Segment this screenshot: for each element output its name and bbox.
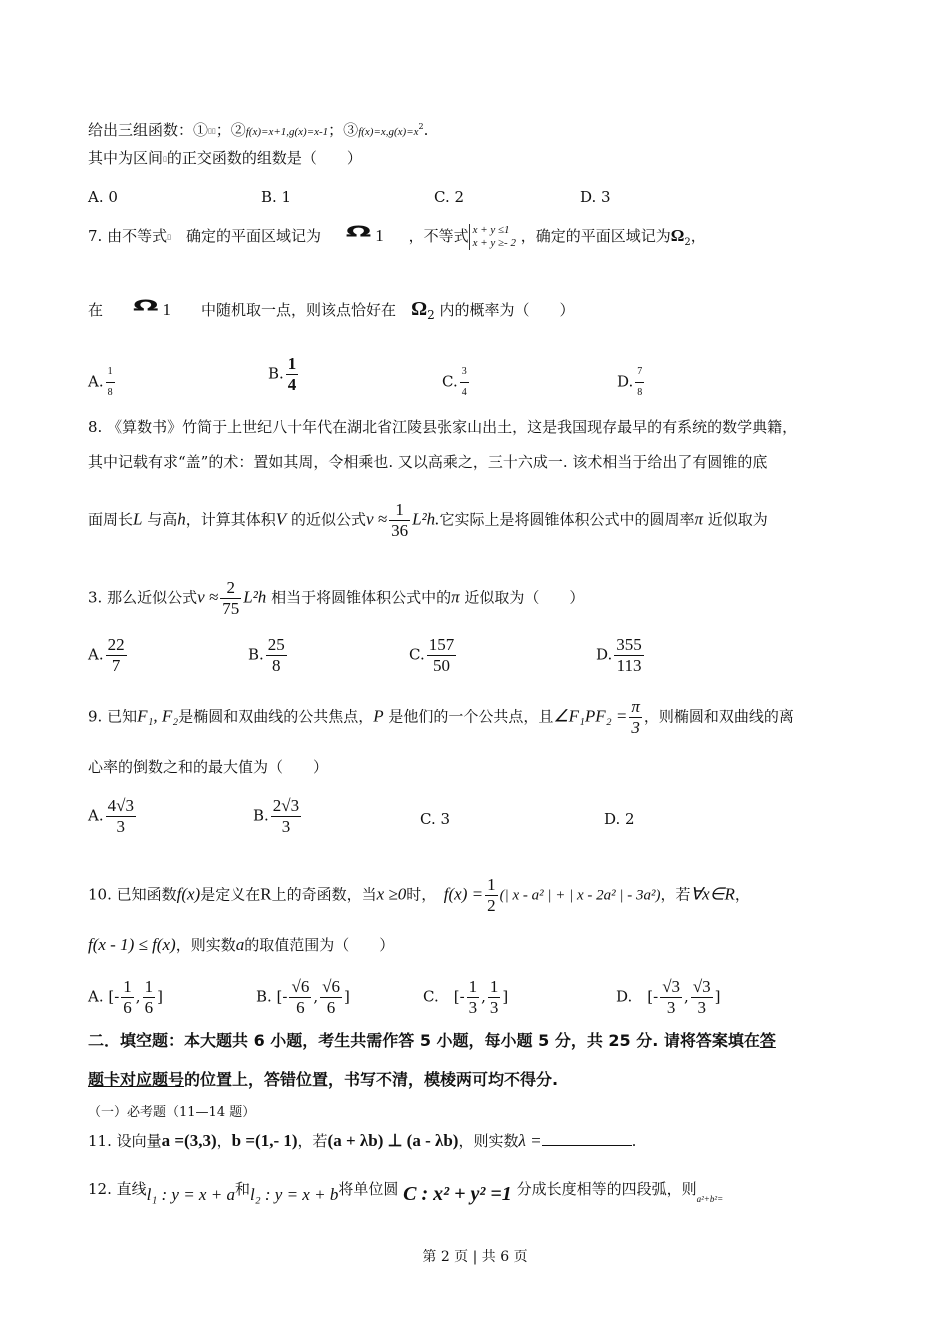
num: 25 xyxy=(267,635,285,654)
text: 近似取为（ ） xyxy=(464,588,585,607)
den: 6 xyxy=(123,998,132,1017)
formula: a =(3,3) xyxy=(161,1131,217,1150)
den: 7 xyxy=(111,656,121,675)
inequality-system xyxy=(469,224,516,250)
text: 上的奇函数，当 xyxy=(271,885,377,904)
var: L xyxy=(133,509,143,529)
q11 xyxy=(88,1131,636,1151)
num: 1 xyxy=(389,500,410,521)
label: D. xyxy=(596,645,613,664)
q8-options xyxy=(88,635,868,679)
formula: (| x - a² | + | x - 2a² | - 3a²) xyxy=(499,887,661,904)
den: 6 xyxy=(296,998,305,1017)
text: 中随机取一点，则该点恰好在 xyxy=(201,301,397,319)
text: 将单位圆 xyxy=(338,1180,399,1198)
den: 8 xyxy=(637,387,643,398)
subscript: 2 xyxy=(427,308,435,322)
num: √3 xyxy=(692,977,711,996)
label: D. [- xyxy=(616,987,659,1006)
option-b: B. 1 xyxy=(261,188,292,206)
num: 1 xyxy=(487,875,496,894)
q6-line2 xyxy=(88,148,362,169)
den: 4 xyxy=(461,387,467,398)
formula: 2 xyxy=(418,122,424,131)
page-footer: 第 2 页 | 共 6 页 xyxy=(422,1249,528,1265)
den: 8 xyxy=(272,656,281,675)
text: 内的概率为（ ） xyxy=(439,301,575,319)
q7-line2 xyxy=(88,296,575,325)
den: 113 xyxy=(616,656,642,675)
text: 的近似公式 xyxy=(290,510,366,529)
formula: a²+b²= xyxy=(696,1194,724,1204)
text: ，计算其体积 xyxy=(185,510,276,529)
num: 2 xyxy=(220,578,241,599)
text: 给出三组函数：① xyxy=(88,121,209,139)
formula: L²h. xyxy=(412,509,440,529)
text: 它实际上是将圆锥体积公式中的圆周率 xyxy=(439,510,695,529)
option-d xyxy=(617,362,646,403)
den: 50 xyxy=(432,656,450,675)
formula: x ≥0 xyxy=(376,884,407,904)
q10-options xyxy=(88,977,868,1021)
den: 3 xyxy=(468,998,478,1017)
formula-image: ▯ xyxy=(163,155,167,163)
option-d xyxy=(596,635,646,676)
formula: f(x)=x,g(x)=x xyxy=(358,126,419,138)
option-b xyxy=(248,635,289,676)
num: 3 xyxy=(460,362,469,383)
text: 是定义在 xyxy=(200,885,261,904)
formula: b =(1,- 1) xyxy=(231,1131,298,1150)
label: A. xyxy=(88,806,104,825)
text: ，则实数 xyxy=(458,1132,519,1150)
text: 的正交函数的组数是（ ） xyxy=(166,149,362,167)
q7-line1 xyxy=(88,222,706,253)
var: V xyxy=(275,509,287,529)
text: ，若 xyxy=(660,885,691,904)
formula-image: ▯▯ xyxy=(208,127,216,135)
q7-options xyxy=(88,354,868,402)
var: R xyxy=(260,884,272,904)
option-d: D. 3 xyxy=(580,188,611,206)
label: A. xyxy=(88,645,104,664)
num: 157 xyxy=(428,635,455,654)
text: 11. 设向量 xyxy=(88,1132,162,1150)
text: ；② xyxy=(215,121,246,139)
option-c xyxy=(442,362,471,403)
label: C. xyxy=(409,645,425,664)
inequality: x + y ≤1 xyxy=(472,224,510,236)
pi: π xyxy=(694,509,703,529)
text: ，若 xyxy=(297,1132,328,1150)
text: ，则椭圆和双曲线的离 xyxy=(643,707,794,726)
q8-line4 xyxy=(88,578,584,619)
num: 22 xyxy=(107,635,125,654)
label: B. [- xyxy=(256,987,288,1006)
den: 6 xyxy=(144,998,154,1017)
formula: v ≈ xyxy=(365,509,388,529)
pi: π xyxy=(451,587,460,607)
text: 确定的平面区域记为 xyxy=(185,227,321,245)
num: 7 xyxy=(635,362,644,383)
omega-symbol: Ω xyxy=(133,297,163,315)
text: 时， xyxy=(406,885,429,904)
formula: l₂ : y = x + b xyxy=(249,1185,339,1204)
q9-line2: 心率的倒数之和的最大值为（ ） xyxy=(88,758,329,776)
den: 8 xyxy=(107,387,113,398)
option-a xyxy=(88,635,129,676)
subscript: 2 xyxy=(684,237,691,248)
option-c: C. [- $\frac{1}{3}$ , $\frac{1}{3}$ ] xyxy=(423,977,509,1017)
num: 1 xyxy=(489,977,499,996)
option-a xyxy=(88,362,117,403)
omega-symbol: Ω xyxy=(411,298,428,320)
text: ， xyxy=(734,885,750,904)
num: π xyxy=(631,697,640,716)
q9-options xyxy=(88,796,868,842)
label: C. xyxy=(442,372,458,391)
label: A. xyxy=(88,372,104,391)
option-d: D. [- $\frac{√3}{3}$ , $\frac{√3}{3}$ ] xyxy=(616,977,721,1017)
formula: ∀x∈R xyxy=(690,884,735,904)
label: B. xyxy=(268,364,284,383)
den: 2 xyxy=(487,896,496,915)
q10-line2 xyxy=(88,935,394,955)
option-c xyxy=(409,635,458,676)
den: 3 xyxy=(697,998,706,1017)
var: P xyxy=(373,706,384,726)
text: ， xyxy=(690,227,706,245)
q10-line1 xyxy=(88,875,750,916)
text: 是他们的一个公共点，且 xyxy=(388,707,554,726)
num: 1 xyxy=(468,977,478,996)
den: 3 xyxy=(281,817,291,836)
den: 36 xyxy=(391,521,409,540)
text: 其中为区间 xyxy=(88,149,164,167)
den: 75 xyxy=(222,599,240,618)
den: 3 xyxy=(116,817,126,836)
num: 4√3 xyxy=(107,796,134,815)
var: a xyxy=(235,935,245,954)
text: ；③ xyxy=(328,121,359,139)
text: 相当于将圆锥体积公式中的 xyxy=(271,588,452,607)
section2-heading-line1 xyxy=(88,1031,776,1051)
section2-heading-line2 xyxy=(88,1070,558,1090)
option-a: A. [- $\frac{1}{6}$ , $\frac{1}{6}$ ] xyxy=(88,977,163,1017)
den: 6 xyxy=(326,998,336,1017)
text: 的取值范围为（ ） xyxy=(244,936,395,954)
section-subheading: （一）必考题（11—14 题） xyxy=(88,1105,256,1120)
num: √6 xyxy=(291,977,310,996)
num: √6 xyxy=(322,977,340,996)
q6-line1 xyxy=(88,117,428,142)
text: 3. 那么近似公式 xyxy=(88,588,198,607)
text: 12. 直线 xyxy=(88,1180,147,1198)
num: 2√3 xyxy=(272,796,300,815)
text: 在 xyxy=(88,301,104,319)
option-b: B. [- $\frac{√6}{6}$ , $\frac{√6}{6}$ ] xyxy=(256,977,350,1017)
text: 题卡对应题号 xyxy=(88,1070,185,1089)
q12 xyxy=(88,1178,724,1205)
q8-line1: 8. 《算数书》竹简于上世纪八十年代在湖北省江陵县张家山出土，这是我国现存最早的有系统的数学典籍， xyxy=(88,418,798,436)
text: 近似取为 xyxy=(707,510,768,529)
text: 10. 已知函数 xyxy=(88,885,177,904)
label: C. [- xyxy=(423,987,465,1006)
formula: f(x) = xyxy=(443,884,484,904)
label: B. xyxy=(248,645,264,664)
q8-line3 xyxy=(88,500,768,541)
q8-line2: 其中记载有求“盖”的术：置如其周，令相乘也. 又以高乘之，三十六成一. 该术相当于给出了有圆锥的底 xyxy=(88,453,768,471)
text: 和 xyxy=(234,1180,250,1198)
option-d: D. 2 xyxy=(604,810,635,828)
formula: v ≈ xyxy=(197,587,219,607)
option-c: C. 3 xyxy=(420,810,451,828)
text: 与高 xyxy=(147,510,178,529)
formula: (a + λb) ⊥ (a - λb) xyxy=(327,1131,459,1150)
text: 答 xyxy=(759,1031,776,1050)
num: √3 xyxy=(662,977,681,996)
text: 面周长 xyxy=(88,510,134,529)
label: D. xyxy=(617,372,634,391)
text: ，不等式 xyxy=(408,227,469,245)
formula-image: ▯ xyxy=(167,233,171,241)
text: . xyxy=(423,121,429,139)
subscript: 1 xyxy=(375,226,384,245)
formula: f(x)=x+1,g(x)=x-1 xyxy=(245,126,329,138)
text: ，确定的平面区域记为 xyxy=(520,227,671,245)
formula: L²h xyxy=(243,587,267,607)
formula: l₁ : y = x + a xyxy=(146,1185,235,1204)
formula: ∠F₁PF₂ = xyxy=(553,706,628,726)
formula: F₁, F₂ xyxy=(137,706,179,726)
formula: f(x - 1) ≤ f(x) xyxy=(88,935,176,954)
num: 1 xyxy=(287,354,297,373)
option-b xyxy=(268,354,300,395)
text: 7. 由不等式 xyxy=(88,227,168,245)
text: 9. 已知 xyxy=(88,707,138,726)
text: 二．填空题：本大题共 6 小题，考生共需作答 5 小题，每小题 5 分，共 25 分. 请将答案填在 xyxy=(88,1031,760,1050)
inequality: x + y ≥- 2 xyxy=(472,237,516,249)
formula: λ = xyxy=(518,1131,542,1150)
option-a xyxy=(88,796,138,837)
num: 1 xyxy=(123,977,132,996)
answer-blank xyxy=(542,1131,632,1146)
num: 355 xyxy=(616,635,642,654)
text: 的位置上，答错位置，书写不清，模棱两可均不得分. xyxy=(184,1070,559,1089)
den: 3 xyxy=(489,998,499,1017)
den: 3 xyxy=(631,718,640,737)
num: 1 xyxy=(144,977,154,996)
q9-line1 xyxy=(88,697,794,738)
den: 3 xyxy=(666,998,676,1017)
text: 是椭圆和双曲线的公共焦点， xyxy=(178,707,374,726)
option-c: C. 2 xyxy=(434,188,465,206)
num: 1 xyxy=(106,362,115,383)
label: B. xyxy=(253,806,269,825)
option-b xyxy=(253,796,303,837)
text: . xyxy=(631,1132,637,1150)
formula: f(x) xyxy=(176,884,201,904)
formula: C : x² + y² =1 xyxy=(403,1183,512,1205)
omega-symbol: Ω xyxy=(670,226,685,245)
option-a: A. 0 xyxy=(88,188,118,206)
label: A. [- xyxy=(88,987,120,1006)
var: h xyxy=(177,509,186,529)
subscript: 1 xyxy=(162,300,172,319)
den: 4 xyxy=(287,375,297,394)
text: ， xyxy=(216,1132,232,1150)
omega-symbol: Ω xyxy=(345,223,376,241)
text: 分成长度相等的四段弧，则 xyxy=(516,1180,697,1198)
text: ，则实数 xyxy=(175,936,236,954)
